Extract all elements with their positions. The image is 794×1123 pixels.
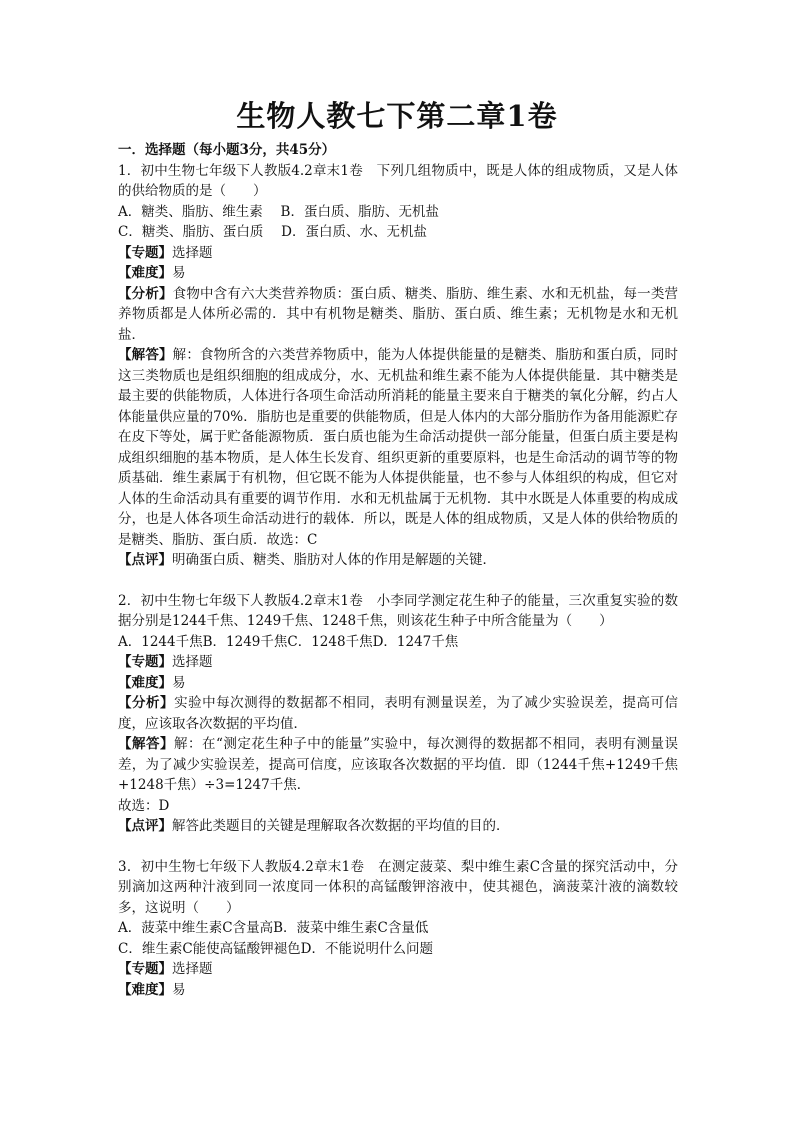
comment-tag: 【点评】 <box>118 552 172 568</box>
topic-value: 选择题 <box>172 961 213 977</box>
answer-text: 解：食物所含的六类营养物质中，能为人体提供能量的是糖类、脂肪和蛋白质，同时这三类物质也是组织细胞的组成成分，水、无机盐和维生素不能为人体提供能量．其中糖类是最主要的供能物质，人体进行各项生命活动所消耗的能量主要来自于糖类的氧化分解，约占人体能量供应量的70%．脂肪也是重要的供能物质，但是人体内的大部分脂肪作为备用能源贮存在皮下等处，属于贮备能源物质．蛋白质也能为生命活动提供一部分能量，但蛋白质主要是构成组织细胞的基本物质，是人体生长发育、组织更新的重要原料，也是生命活动的调节等的物质基础．维生素属于有机物，但它既不能为人体提供能量，也不参与人体组织的构成，但它对人体的生命活动具有重要的调节作用．水和无机盐属于无机物．其中水既是人体重要的构成成分，也是人体各项生命活动进行的载体．所以，既是人体的组成物质，又是人体的供给物质的是糖类、脂肪、蛋白质．故选：C <box>118 347 679 548</box>
analysis-line <box>118 693 678 734</box>
difficulty-value: 易 <box>172 674 186 691</box>
comment-text: 解答此类题目的关键是理解取各次数据的平均值的目的． <box>172 818 510 834</box>
question-option: C．糖类、脂肪、蛋白质 D．蛋白质、水、无机盐 <box>118 224 427 240</box>
answer-line <box>118 734 678 796</box>
question-option: A．菠菜中维生素C含量高B．菠菜中维生素C含量低 <box>118 920 429 936</box>
analysis-text: 食物中含有六大类营养物质：蛋白质、糖类、脂肪、维生素、水和无机盐，每一类营养物质都是人体所必需的．其中有机物是糖类、脂肪、蛋白质、维生素；无机物是水和无机盐． <box>118 285 679 343</box>
answer-choice: 故选：D <box>118 797 170 814</box>
question-1 <box>118 161 678 571</box>
section-heading: 一．选择题（每小题3分，共45分） <box>118 142 336 158</box>
difficulty-line <box>118 980 678 1001</box>
spacer <box>118 837 678 857</box>
difficulty-value: 易 <box>172 981 186 998</box>
difficulty-tag: 【难度】 <box>118 674 172 691</box>
topic-tag: 【专题】 <box>118 961 172 977</box>
page-title: 生物人教七下第二章1卷 <box>236 99 558 133</box>
answer-line <box>118 345 678 550</box>
comment-line <box>118 550 678 571</box>
analysis-line <box>118 284 678 346</box>
question-option: A．糖类、脂肪、维生素 B．蛋白质、脂肪、无机盐 <box>118 203 439 220</box>
analysis-text: 实验中每次测得的数据都不相同，表明有测量误差，为了减少实验误差，提高可信度，应该取各次数据的平均值． <box>118 695 679 732</box>
analysis-tag: 【分析】 <box>118 285 173 302</box>
topic-value: 选择题 <box>172 654 213 670</box>
difficulty-line <box>118 673 678 694</box>
topic-tag: 【专题】 <box>118 654 172 670</box>
answer-tag: 【解答】 <box>118 347 173 363</box>
document-body <box>118 140 678 1000</box>
comment-line <box>118 816 678 837</box>
difficulty-value: 易 <box>172 265 186 281</box>
question-2 <box>118 591 678 837</box>
question-3 <box>118 857 678 1001</box>
difficulty-tag: 【难度】 <box>118 265 172 281</box>
topic-line <box>118 959 678 980</box>
comment-text: 明确蛋白质、糖类、脂肪对人体的作用是解题的关键． <box>172 552 496 568</box>
question-option: A．1244千焦B．1249千焦C．1248千焦D．1247千焦 <box>118 633 459 650</box>
analysis-tag: 【分析】 <box>118 695 175 711</box>
topic-line <box>118 652 678 673</box>
topic-tag: 【专题】 <box>118 244 172 261</box>
question-stem: 2．初中生物七年级下人教版4.2章末1卷 小李同学测定花生种子的能量，三次重复实验的数据分别是1244千焦、1249千焦、1248千焦，则该花生种子中所含能量为（ ） <box>118 592 678 629</box>
comment-tag: 【点评】 <box>118 818 172 834</box>
question-option: C．维生素C能使高锰酸钾褪色D．不能说明什么问题 <box>118 940 433 957</box>
difficulty-line <box>118 263 678 284</box>
topic-value: 选择题 <box>172 244 213 261</box>
difficulty-tag: 【难度】 <box>118 981 172 998</box>
question-stem: 3．初中生物七年级下人教版4.2章末1卷 在测定菠菜、梨中维生素C含量的探究活动中，分别滴加这两种汁液到同一浓度同一体积的高锰酸钾溶液中，使其褪色，滴菠菜汁液的滴数较多，这说明（ ） <box>118 858 678 916</box>
answer-tag: 【解答】 <box>118 736 174 752</box>
answer-text: 解：在“测定花生种子中的能量”实验中，每次测得的数据都不相同，表明有测量误差，为了减少实验误差，提高可信度，应该取各次数据的平均值．即（1244千焦+1249千焦+1248千焦）÷3=1247千焦． <box>118 736 678 793</box>
spacer <box>118 571 678 591</box>
question-stem: 1．初中生物七年级下人教版4.2章末1卷 下列几组物质中，既是人体的组成物质，又是人体的供给物质的是（ ） <box>118 162 678 199</box>
topic-line <box>118 243 678 264</box>
